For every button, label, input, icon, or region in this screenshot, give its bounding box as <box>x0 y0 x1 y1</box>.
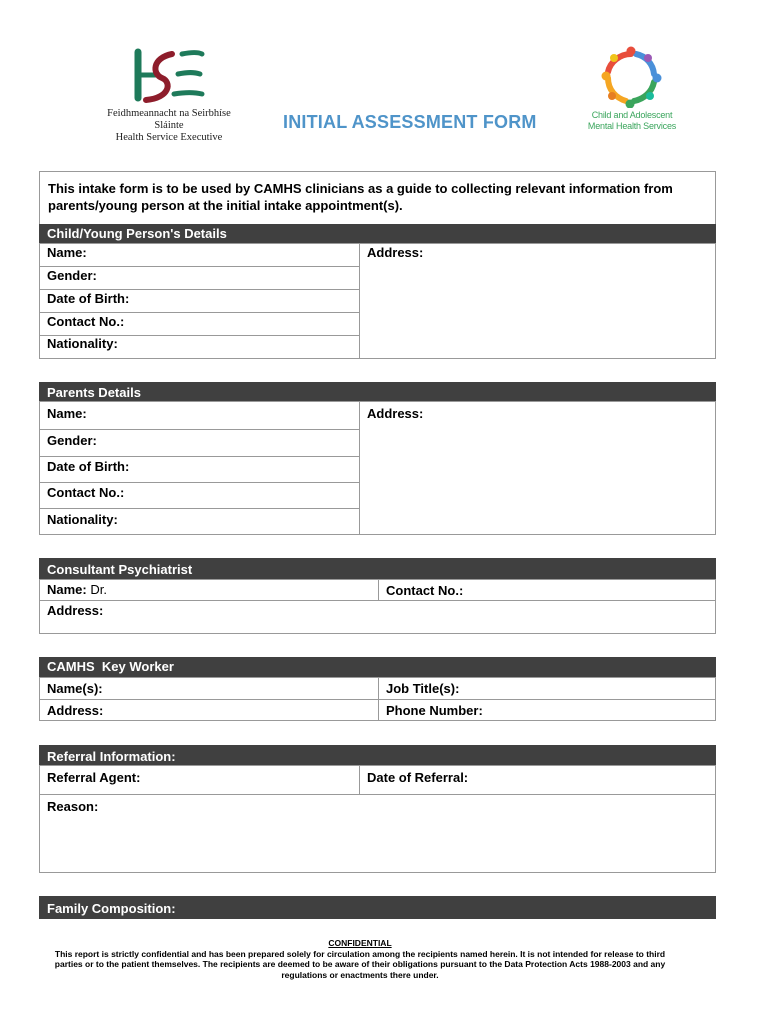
parent-name-field[interactable]: Name: <box>47 406 87 421</box>
hse-logo-mark <box>132 48 206 104</box>
keyworker-names-field[interactable]: Name(s): <box>47 681 103 696</box>
confidentiality-footer <box>40 938 680 980</box>
referral-date-field[interactable]: Date of Referral: <box>367 770 469 785</box>
hse-logo <box>94 48 244 143</box>
consultant-address-field[interactable]: Address: <box>47 603 104 618</box>
child-address-field[interactable]: Address: <box>367 245 424 260</box>
referral-agent-field[interactable]: Referral Agent: <box>47 770 141 785</box>
consultant-name-field[interactable] <box>39 580 378 600</box>
consultant-name-value: Dr. <box>90 582 107 597</box>
camhs-logo <box>584 44 680 136</box>
parent-address-field[interactable]: Address: <box>367 406 424 421</box>
camhs-line-2: Mental Health Services <box>587 121 677 131</box>
consultant-name-label: Name: <box>47 582 87 597</box>
hse-org-english: Health Service Executive <box>115 132 223 143</box>
parent-dob-field[interactable]: Date of Birth: <box>47 459 130 474</box>
child-gender-field[interactable]: Gender: <box>47 268 97 283</box>
child-nationality-field[interactable]: Nationality: <box>47 336 118 351</box>
family-section-header: Family Composition: <box>39 896 716 919</box>
consultant-section-header: Consultant Psychiatrist <box>39 558 716 579</box>
confidential-heading: CONFIDENTIAL <box>328 938 392 948</box>
child-dob-field[interactable]: Date of Birth: <box>47 291 130 306</box>
form-title: INITIAL ASSESSMENT FORM <box>283 112 537 132</box>
child-contact-field[interactable]: Contact No.: <box>47 314 125 329</box>
parents-section-header: Parents Details <box>39 382 716 402</box>
keyworker-phone-field[interactable]: Phone Number: <box>386 703 483 718</box>
camhs-service-name <box>584 110 680 132</box>
parent-gender-field[interactable]: Gender: <box>47 433 97 448</box>
hse-organisation-name <box>94 108 244 144</box>
hse-org-irish: Feidhmeannacht na Seirbhíse Sláinte <box>107 108 231 131</box>
parent-nationality-field[interactable]: Nationality: <box>47 512 118 527</box>
referral-section-header: Referral Information: <box>39 745 716 766</box>
consultant-contact-field[interactable]: Contact No.: <box>386 583 464 598</box>
keyworker-job-title-field[interactable]: Job Title(s): <box>386 681 460 696</box>
keyworker-address-field[interactable]: Address: <box>47 703 104 718</box>
referral-reason-field[interactable]: Reason: <box>47 799 99 814</box>
camhs-line-1: Child and Adolescent <box>591 110 673 120</box>
intro-text: This intake form is to be used by CAMHS clinicians as a guide to collecting relevant information from parents/young person at the initial intake appointment(s). <box>39 171 716 225</box>
keyworker-section-header: CAMHS Key Worker <box>39 657 716 678</box>
confidentiality-notice: This report is strictly confidential and has been prepared solely for circulation among the recipients named herein. It is not intended for release to third parties or to the patient themselves. The recipients are deemed to be aware of their obligations pursuant to the Data Protection Acts 1988-2003 and any regulations or enactments there under. <box>54 948 666 980</box>
camhs-people-ring-icon <box>598 46 664 108</box>
child-name-field[interactable]: Name: <box>47 245 87 260</box>
child-section-header: Child/Young Person's Details <box>39 224 716 244</box>
parent-contact-field[interactable]: Contact No.: <box>47 485 125 500</box>
